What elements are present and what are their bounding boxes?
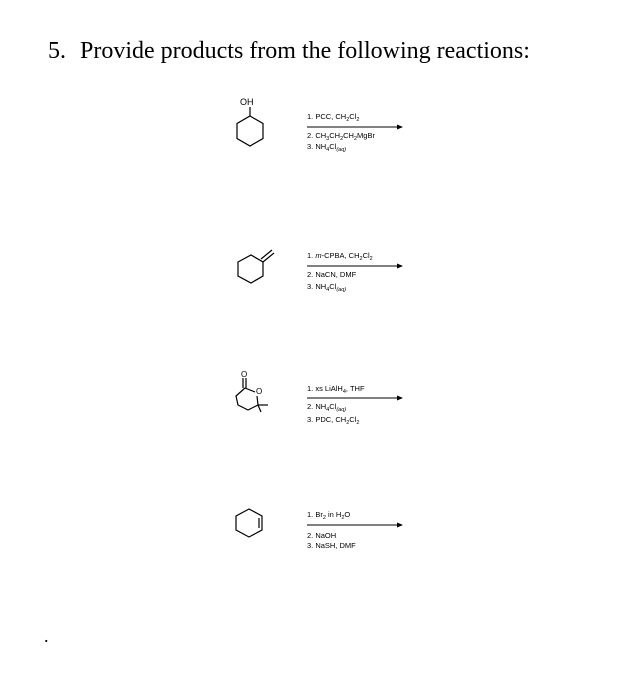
reaction-4-arrow: [307, 522, 403, 528]
reaction-3-arrow: [307, 395, 403, 401]
reaction-2-step-3: 3. $NH_4Cl_{(aq)}$: [307, 282, 347, 293]
reaction-1-arrow: [307, 124, 403, 130]
cyclohexanol-structure: [226, 92, 276, 152]
reaction-4-step-2: 2. NaOH: [307, 531, 337, 540]
reaction-3-step-2: 2. $NH_4Cl_{(aq)}$: [307, 402, 347, 413]
question-title: [48, 38, 530, 65]
reaction-2-step-2: 2. NaCN, DMF: [307, 270, 357, 279]
reaction-4-step-1: 1. $Br_2$ in $H_2O$: [307, 510, 351, 521]
reaction-1-step-3: 3. $NH_4Cl_{(aq)}$: [307, 142, 347, 153]
reaction-1-step-1: 1. PCC, $CH_2Cl_2$: [307, 112, 360, 123]
methylenecyclohexane-structure: [232, 250, 282, 290]
reaction-1-step-2: 2. $CH_3CH_2CH_2MgBr$: [307, 131, 375, 142]
carbonyl-oxygen-label: O: [241, 370, 248, 379]
reaction-3-step-1: 1. xs LiAlH$_4$, THF: [307, 384, 365, 395]
question-text: Provide products from the following reactions:: [80, 38, 530, 64]
footer-mark: .: [44, 626, 49, 646]
hydroxyl-label: OH: [240, 97, 254, 107]
reaction-2-step-1: 1. m-CPBA, $CH_2Cl_2$: [307, 251, 373, 262]
reaction-2-arrow: [307, 263, 403, 269]
reaction-4-step-3: 3. NaSH, DMF: [307, 541, 356, 550]
question-number: 5.: [48, 38, 66, 64]
lactone-structure: [228, 366, 278, 416]
ring-oxygen-label: O: [256, 387, 263, 396]
cyclohexene-structure: [230, 505, 270, 545]
reaction-3-step-3: 3. PDC, $CH_2Cl_2$: [307, 415, 360, 426]
